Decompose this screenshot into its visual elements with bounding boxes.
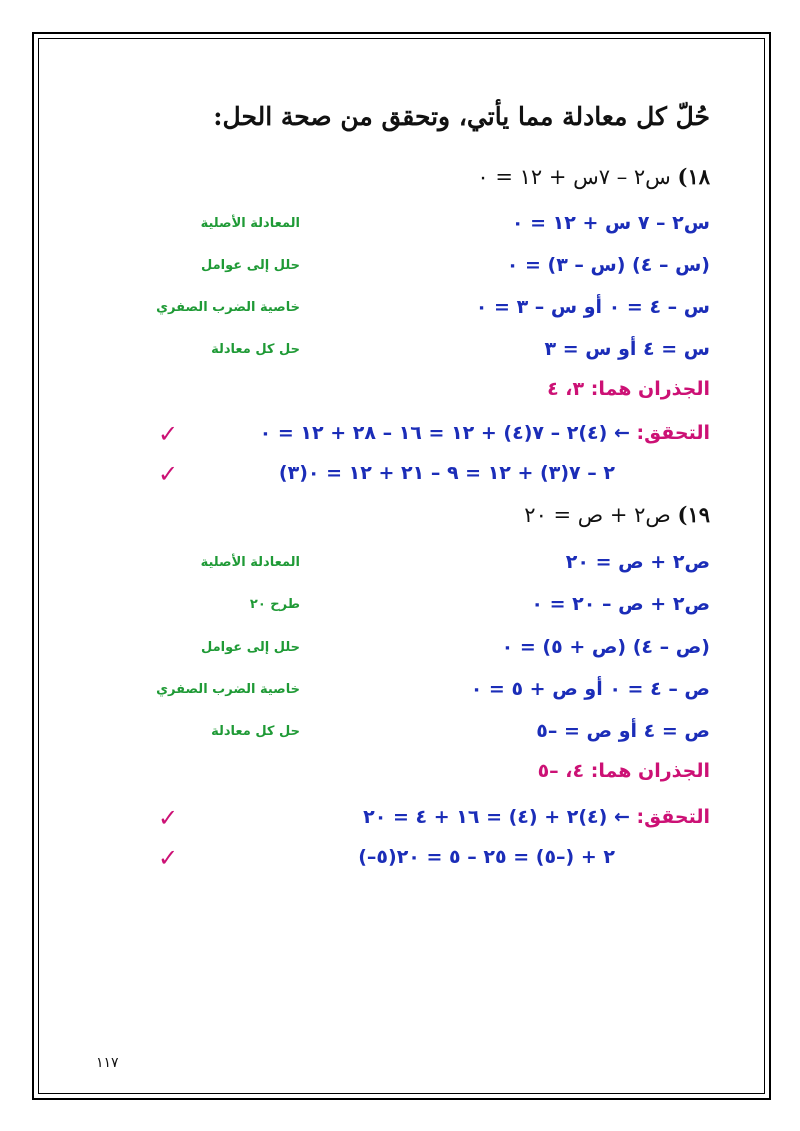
page-title: حُلّ كل معادلة مما يأتي، وتحقق من صحة الحل: [213, 102, 710, 131]
problem-18-number: ١٨) [677, 164, 710, 189]
p19-roots-label: الجذران هما: [590, 760, 710, 782]
problem-18 [477, 164, 710, 189]
p19-roots-values: ٤، –٥ [537, 760, 585, 782]
p18-step-2-note: حلل إلى عوامل [201, 258, 300, 273]
p18-step-3-note: خاصية الضرب الصفري [156, 300, 300, 315]
p18-roots-values: ٣، ٤ [547, 378, 585, 400]
p19-step-3-equation: (ص – ٤) (ص + ٥) = ٠ [501, 636, 710, 658]
p19-roots [538, 760, 710, 782]
p18-roots-label: الجذران هما: [590, 378, 710, 400]
p18-step-4-note: حل كل معادلة [211, 342, 300, 357]
p19-check-2-equation: (–٥)٢ + (–٥) = ٢٥ – ٥ = ٢٠ [358, 846, 615, 868]
p18-check-2-equation: (٣)٢ – ٧(٣) + ١٢ = ٩ – ٢١ + ١٢ = ٠ [278, 462, 615, 484]
p18-step-1-note: المعادلة الأصلية [200, 216, 300, 231]
p18-roots [547, 378, 710, 400]
problem-19-equation: ص٢ + ص = ٢٠ [524, 503, 671, 527]
p18-step-3-equation: س – ٤ = ٠ أو س – ٣ = ٠ [475, 296, 710, 318]
p18-check-1 [260, 422, 710, 444]
p19-check-1-equation: ← (٤)٢ + (٤) = ١٦ + ٤ = ٢٠ [363, 806, 630, 828]
p19-step-5-note: حل كل معادلة [211, 724, 300, 739]
check-mark-icon: ✓ [158, 420, 179, 448]
p19-step-5-equation: ص = ٤ أو ص = –٥ [536, 720, 710, 742]
p19-step-4-note: خاصية الضرب الصفري [156, 682, 300, 697]
check-mark-icon: ✓ [158, 844, 179, 872]
p19-step-2-note: طرح ٢٠ [249, 597, 300, 612]
p19-check-1 [363, 806, 710, 828]
p19-step-1-equation: ص٢ + ص = ٢٠ [565, 551, 710, 573]
check-mark-icon: ✓ [158, 804, 179, 832]
problem-19 [524, 502, 710, 527]
check-mark-icon: ✓ [158, 460, 179, 488]
p19-step-1-note: المعادلة الأصلية [200, 555, 300, 570]
p18-step-1-equation: س٢ – ٧ س + ١٢ = ٠ [511, 212, 710, 234]
p18-step-2-equation: (س – ٤) (س – ٣) = ٠ [506, 254, 710, 276]
p18-check-label: التحقق: [636, 422, 710, 444]
p19-step-2-equation: ص٢ + ص – ٢٠ = ٠ [531, 593, 710, 615]
p19-step-3-note: حلل إلى عوامل [201, 640, 300, 655]
page-number: ١١٧ [96, 1055, 119, 1071]
p19-check-label: التحقق: [636, 806, 710, 828]
problem-18-equation: س٢ – ٧س + ١٢ = ٠ [477, 165, 671, 189]
p18-step-4-equation: س = ٤ أو س = ٣ [544, 338, 710, 360]
p18-check-1-equation: ← (٤)٢ – ٧(٤) + ١٢ = ١٦ – ٢٨ + ١٢ = ٠ [259, 422, 630, 444]
problem-19-number: ١٩) [677, 502, 710, 527]
p19-step-4-equation: ص – ٤ = ٠ أو ص + ٥ = ٠ [470, 678, 710, 700]
